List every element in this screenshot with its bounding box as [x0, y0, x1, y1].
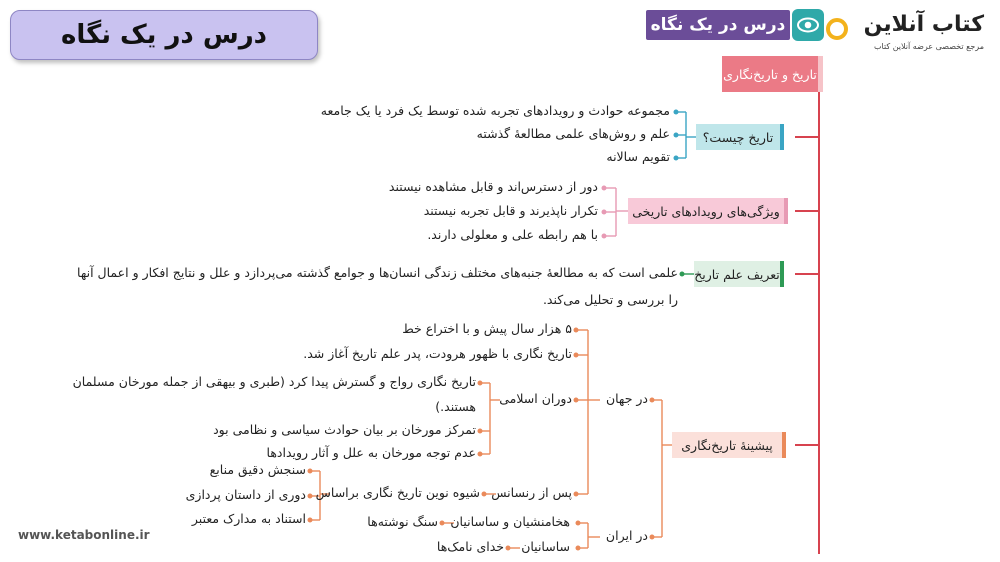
islamic-item-3: عدم توجه مورخان به علل و آثار رویدادها [266, 445, 476, 460]
node-what-is-history: تاریخ چیست؟ [696, 124, 780, 150]
world-item-1: ۵ هزار سال پیش و با اختراع خط [402, 321, 572, 336]
iran-note-2: خدای نامک‌ها [436, 539, 504, 554]
footer-url[interactable]: www.ketabonline.ir [18, 528, 150, 542]
renaissance-item-2: دوری از داستان پردازی [185, 487, 306, 502]
bracket-islamic [480, 383, 500, 454]
renaissance-method: شیوه نوین تاریخ نگاری براساس [315, 485, 480, 500]
iran-era-1: هخامنشیان و ساسانیان [450, 514, 570, 529]
what-is-history-item-1: مجموعه حوادث و رویدادهای تجربه شده توسط یک فرد یا یک جامعه [320, 103, 670, 118]
what-is-history-item-3: تقویم سالانه [606, 149, 670, 164]
iran-era-2: ساسانیان [521, 539, 570, 554]
logo-name: کتاب آنلاین [863, 12, 984, 37]
bullets-event-features [602, 186, 607, 239]
node-what-is-history-stripe [780, 124, 784, 150]
root-node-stripe [818, 56, 823, 92]
islamic-era-label: دوران اسلامی [499, 391, 572, 406]
bracket-world [576, 330, 600, 494]
logo-tagline: مرجع تخصصی عرضه آنلاین کتاب [873, 42, 984, 51]
islamic-item-1: تاریخ نگاری رواج و گسترش پیدا کرد (طبری و بیهقی از جمله مورخان مسلمان [72, 374, 476, 389]
world-item-2: تاریخ نگاری با ظهور هرودت، پدر علم تاریخ آغاز شد. [303, 346, 572, 361]
definition-text-line-2: را بررسی و تحلیل می‌کند. [542, 292, 678, 307]
event-features-item-2: تکرار ناپذیرند و قابل تجربه نیستند [423, 203, 598, 218]
bullets-what-is-history [674, 110, 679, 161]
world-label: در جهان [605, 391, 648, 406]
node-event-features: ویژگی‌های رویدادهای تاریخی [628, 198, 784, 224]
node-definition: تعریف علم تاریخ [694, 261, 780, 287]
ketab-online-logo [826, 12, 996, 58]
lesson-summary-title: درس در یک نگاه [10, 10, 318, 60]
renaissance-item-1: سنجش دقیق منابع [209, 462, 306, 477]
eye-icon [792, 9, 824, 41]
definition-text-line-1: علمی است که به مطالعهٔ جنبه‌های مختلف زندگی انسان‌ها و جوامع گذشته می‌پردازد و علل و نتایج افکار و اعمال آنها [77, 265, 678, 280]
islamic-item-2: تمرکز مورخان بر بیان حوادث سیاسی و نظامی بود [213, 422, 476, 437]
node-event-features-stripe [784, 198, 788, 224]
logo-circle-icon [826, 18, 848, 40]
event-features-item-3: با هم رابطه علی و معلولی دارند. [427, 227, 598, 242]
bracket-what-is-history [676, 112, 696, 158]
bracket-background [652, 400, 672, 537]
renaissance-label: پس از رنسانس [491, 485, 572, 500]
renaissance-item-3: استناد به مدارک معتبر [191, 511, 306, 526]
bracket-iran [578, 523, 600, 548]
iran-note-1: سنگ نوشته‌ها [367, 514, 438, 529]
iran-label: در ایران [605, 528, 648, 543]
node-background: پیشینهٔ تاریخ‌نگاری [672, 432, 782, 458]
node-definition-stripe [780, 261, 784, 287]
header-lesson-label: درس در یک نگاه [646, 10, 790, 40]
bracket-event-features [604, 188, 628, 236]
islamic-item-1-cont: هستند.) [435, 399, 476, 414]
root-node: تاریخ و تاریخ‌نگاری [722, 56, 818, 92]
main-spine [818, 92, 820, 554]
event-features-item-1: دور از دسترس‌اند و قابل مشاهده نیستند [388, 179, 598, 194]
node-background-stripe [782, 432, 786, 458]
what-is-history-item-2: علم و روش‌های علمی مطالعهٔ گذشته [476, 126, 670, 141]
